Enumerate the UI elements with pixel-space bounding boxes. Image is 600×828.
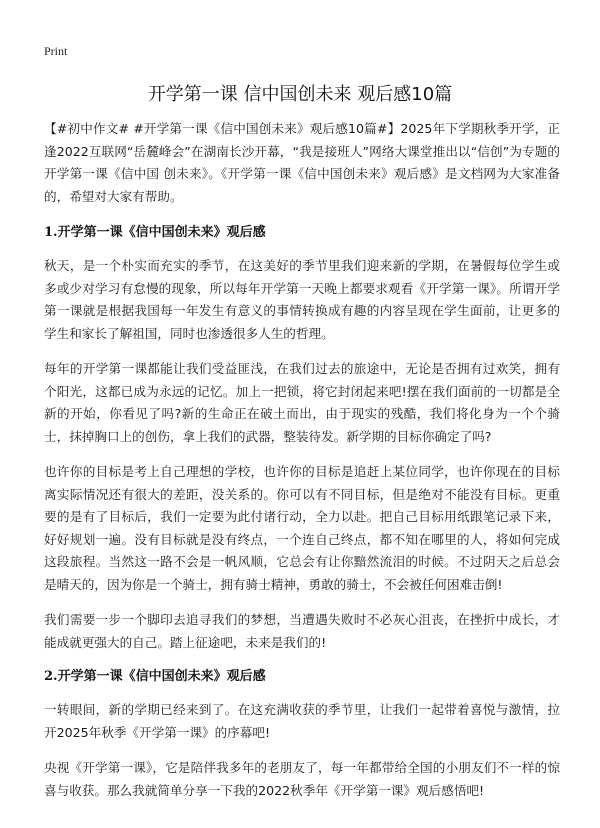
intro-paragraph: 【#初中作文# #开学第一课《信中国创未来》观后感10篇#】2025年下学期秋季开学，正逢2022互联网“岳麓峰会”在湖南长沙开幕，“我是接班人”网络大课堂推出以“信创”为专题的开学第一课《信中国 创未来》。《开学第一课《信中国创未来》观后感》是文档网为大家准备的，希望对大家有帮助。 bbox=[44, 121, 560, 204]
body-paragraph: 每年的开学第一课都能让我们受益匪浅，在我们过去的旅途中，无论是否拥有过欢笑，拥有个阳光，这都已成为永远的记忆。加上一把锁，将它封闭起来吧!摆在我们面前的一切都是全新的开始，你看见了吗?新的生命正在破土而出，由于现实的残酷，我们将化身为一个个骑士，抹掉胸口上的创伤，拿上我们的武器，整装待发。新学期的目标你确定了吗? bbox=[44, 361, 560, 444]
document-title: 开学第一课 信中国创未来 观后感10篇 bbox=[147, 84, 453, 105]
body-paragraph: 也许你的目标是考上自己理想的学校，也许你的目标是追赶上某位同学，也许你现在的目标离实际情况还有很大的差距，没关系的。你可以有不同目标，但是绝对不能没有目标。更重要的是有了目标后，我们一定要为此付诸行动，全力以赴。把自己目标用纸跟笔记录下来，好好规划一遍。没有目标就是没有终点，一个连自己终点，都不知在哪里的人，将如何完成这段旅程。当然这一路不会是一帆风顺，它总会有让你黯然流泪的时候。不过阴天之后总会是晴天的，因为你是一个骑士，拥有骑士精神，勇敢的骑士，不会被任何困难击倒! bbox=[44, 464, 560, 592]
body-paragraph: 秋天，是一个朴实而充实的季节，在这美好的季节里我们迎来新的学期，在暑假每位学生或多或少对学习有怠慢的现象，所以每年开学第一天晚上都要求观看《开学第一课》。所谓开学第一课就是根据我国每一年发生有意义的事情转换成有趣的内容呈现在学生面前，让更多的学生和家长了解祖国，同时也渗透很多人生的哲理。 bbox=[44, 258, 560, 341]
document-body bbox=[44, 118, 560, 815]
body-paragraph: 我们需要一步一个脚印去追寻我们的梦想，当遭遇失败时不必灰心沮丧，在挫折中成长，才能成就更强大的自己。踏上征途吧，未来是我们的! bbox=[44, 612, 560, 650]
section-heading: 1.开学第一课《信中国创未来》观后感 bbox=[44, 225, 266, 240]
section-heading: 2.开学第一课《信中国创未来》观后感 bbox=[44, 669, 266, 684]
body-paragraph: 一转眼间，新的学期已经来到了。在这充满收获的季节里，让我们一起带着喜悦与激情，拉开2025年秋季《开学第一课》的序幕吧! bbox=[44, 702, 560, 740]
body-paragraph: 央视《开学第一课》，它是陪伴我多年的老朋友了，每一年都带给全国的小朋友们不一样的惊喜与收获。那么我就简单分享一下我的2022秋季年《开学第一课》观后感悟吧! bbox=[44, 760, 560, 798]
print-label: Print bbox=[44, 44, 68, 58]
